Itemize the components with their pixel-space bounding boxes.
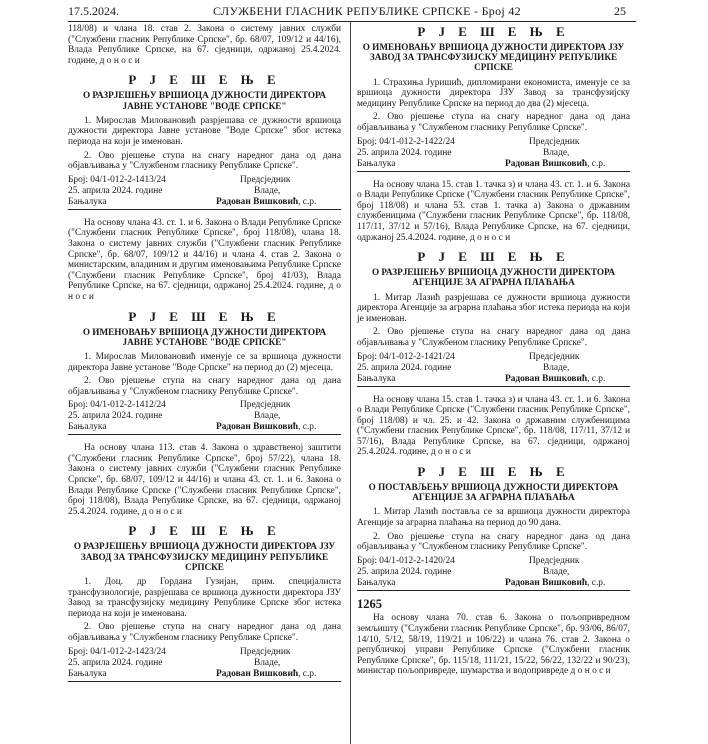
decision-heading: Р Ј Е Ш Е Њ Е: [128, 308, 281, 324]
sig-place: Бањалука: [357, 373, 396, 384]
decision-heading: Р Ј Е Ш Е Њ Е: [417, 464, 570, 480]
sig-number: Број: 04/1-012-2-1422/24: [357, 136, 455, 147]
decision-paragraph: 2. Ово рјешење ступа на снагу наредног дана од дана објављивања у "Службеном гласнику Републике Српске".: [68, 150, 341, 172]
sig-role2: Владе,: [254, 185, 281, 196]
decision-subheading: О РАЗРЈЕШЕЊУ ВРШИОЦА ДУЖНОСТИ ДИРЕКТОРА ЈАВНЕ УСТАНОВЕ "ВОДЕ СРПСКЕ": [82, 90, 327, 111]
sig-role2: Владе,: [543, 362, 570, 373]
intro-paragraph: 118/08) и члана 18. став 2. Закона о систему јавних служби ("Службени гласник Републике Српске", бр. 68/07, 109/12 и 44/16), Влада Републике Српске, на 67. сједници, одржаној 25.4.2024. године, д о н о с и: [68, 24, 341, 66]
signature-block: [357, 352, 630, 387]
decision-paragraph: 2. Ово рјешење ступа на снагу наредног дана од дана објављивања у "Службеном гласнику Републике Српске".: [357, 531, 630, 553]
sig-role2: Владе,: [543, 147, 570, 158]
decision-subheading: О РАЗРЈЕШЕЊУ ВРШИОЦА ДУЖНОСТИ ДИРЕКТОРА ЈЗУ ЗАВОД ЗА ТРАНСФУЗИЈСКУ МЕДИЦИНУ РЕПУБЛИКЕ СРПСКЕ: [73, 541, 336, 572]
sig-role: Предсједник: [240, 400, 291, 411]
signature-block: [68, 175, 341, 210]
decision-subheading: О ИМЕНОВАЊУ ВРШИОЦА ДУЖНОСТИ ДИРЕКТОРА ЈАВНЕ УСТАНОВЕ "ВОДЕ СРПСКЕ": [82, 326, 327, 347]
sig-suffix: , с.р.: [298, 422, 317, 433]
sig-name-line: [505, 374, 605, 385]
sig-name-line: [216, 197, 316, 208]
sig-role: Предсједник: [529, 136, 580, 147]
decision-paragraph: 1. Митар Лазић разрјешава се дужности вршиоца дужности директора Агенције за аграрна плаћања због истека периода на који је именован.: [357, 292, 630, 324]
sig-role: Предсједник: [529, 351, 580, 362]
decision-heading: Р Ј Е Ш Е Њ Е: [417, 24, 570, 39]
sig-date: 25. априла 2024. године: [68, 657, 163, 668]
sig-place: Бањалука: [68, 196, 107, 207]
sig-date: 25. априла 2024. године: [68, 411, 163, 422]
sig-name-line: [505, 159, 605, 170]
header-rule: [68, 21, 636, 22]
decision-paragraph: 1. Доц. др Гордана Гузијан, прим. специјалиста трансфузиологије, разрјешава се вршиоца дужности директора ЈЗУ Завод за трансфузијску медицину Републике Српске због истека периода на који је именована.: [68, 577, 341, 619]
sig-name: Радован Вишковић: [505, 158, 588, 169]
signature-block: [357, 556, 630, 591]
sig-number: Број: 04/1-012-2-1420/24: [357, 555, 455, 566]
decision-paragraph: 1. Мирослав Милованoвић разрјешава се дужности вршиоца дужности директора Јавне установе "Воде Српске" због истека периода на који је именован.: [68, 115, 341, 147]
decision-heading: Р Ј Е Ш Е Њ Е: [128, 72, 281, 88]
signature-block: [68, 647, 341, 682]
sig-date: 25. априла 2024. године: [357, 147, 452, 158]
decision-subheading: О ИМЕНОВАЊУ ВРШИОЦА ДУЖНОСТИ ДИРЕКТОРА ЈЗУ ЗАВОД ЗА ТРАНСФУЗИЈСКУ МЕДИЦИНУ РЕПУБЛИКЕ СРПСКЕ: [362, 42, 625, 73]
sig-suffix: , с.р.: [298, 668, 317, 679]
sig-name-line: [505, 578, 605, 589]
signature-block: [357, 137, 630, 172]
sig-role2: Владе,: [254, 411, 281, 422]
decision-heading: Р Ј Е Ш Е Њ Е: [417, 249, 570, 265]
sig-number: Број: 04/1-012-2-1423/24: [68, 646, 166, 657]
sig-name: Радован Вишковић: [216, 422, 299, 433]
sig-place: Бањалука: [357, 158, 396, 169]
sig-role2: Владе,: [254, 657, 281, 668]
sig-name: Радован Вишковић: [216, 668, 299, 679]
sig-name-line: [216, 422, 316, 433]
sig-name: Радован Вишковић: [505, 373, 588, 384]
sig-suffix: , с.р.: [587, 577, 606, 588]
decision-paragraph: 1. Митар Лазић поставља се за вршиоца дужности директора Агенције за аграрна плаћања на период до 90 дана.: [357, 507, 630, 529]
sig-name: Радован Вишковић: [505, 577, 588, 588]
sig-number: Број: 04/1-012-2-1412/24: [68, 400, 166, 411]
intro-paragraph: На основу члана 15. став 1. тачка з) и члана 43. ст. 1. и 6. Закона о Влади Републике Српске ("Службени гласник Републике Српске", број 118/08) и чл. 25. и 42. Закона о државним службеницима ("Службени гласник Републике Српске", бр. 118/08, 117/11, 37/12 и 57/16), Влада Републике Српске, на 67. сједници, одржаној 25.4.2024. године, д о н о с и: [357, 394, 630, 458]
intro-paragraph: На основу члана 70. став 6. Закона о пољопривредном земљишту ("Службени гласник Републике Српске", бр. 93/06, 86/07, 14/10, 5/12, 58/19, 119/21 и 106/22) и члана 76. став 2. Закона о републичкој управи Републике Српске ("Службени гласник Републике Српске", бр. 115/18, 111/21, 15/22, 56/22, 132/22 и 90/23), министар пољопривреде, шумарства и водопривреде д о н о с и: [357, 613, 630, 677]
sig-date: 25. априла 2024. године: [357, 362, 452, 373]
sig-number: Број: 04/1-012-2-1421/24: [357, 351, 455, 362]
signature-block: [68, 400, 341, 435]
sig-date: 25. априла 2024. године: [357, 566, 452, 577]
decision-paragraph: 2. Ово рјешење ступа на снагу наредног дана од дана објављивања у "Службеном гласнику Републике Српске".: [357, 327, 630, 348]
decision-paragraph: 2. Ово рјешење ступа на снагу наредног дана од дана објављивања у "Службеном гласнику Републике Српске".: [68, 622, 341, 644]
intro-paragraph: На основу члана 43. ст. 1. и 6. Закона о Влади Републике Српске ("Службени гласник Републике Српске", број 118/08), члана 18. Закона о систему јавних служби ("Службени гласник Републике Српске", бр. 68/07, 109/12 и 44/16) и члана 4. став 2. Закона о министарским, владиним и другим именовањима Републике Српске ("Службени гласник Републике Српске", број 41/03), Влада Републике Српске, на 67. сједници, одржаној 25.4.2024. године, д о н о с и: [68, 217, 341, 302]
intro-paragraph: На основу члана 113. став 4. Закона о здравственој заштити ("Службени гласник Републике Српске", број 57/22), члана 18. Закона о систему јавних служби ("Службени гласник Републике Српске", бр. 68/07, 109/12 и 44/16) и члана 43. ст. 1. и 6. Закона о Влади Републике Српске ("Службени гласник Републике Српске", број 118/08), Влада Републике Српске, на 67. сједници, одржаној 25.4.2024. године, д о н о с и: [68, 443, 341, 517]
sig-role: Предсједник: [240, 646, 291, 657]
sig-suffix: , с.р.: [587, 158, 606, 169]
sig-name-line: [216, 669, 316, 680]
item-number: 1265: [357, 596, 382, 611]
sig-place: Бањалука: [357, 577, 396, 588]
decision-paragraph: 2. Ово рјешење ступа на снагу наредног дана од дана објављивања у "Службеном гласнику Републике Српске".: [68, 376, 341, 397]
sig-suffix: , с.р.: [298, 196, 317, 207]
sig-role2: Владе,: [543, 566, 570, 577]
header-date: 17.5.2024.: [68, 4, 119, 18]
right-column: [357, 24, 630, 680]
decision-paragraph: 2. Ово рјешење ступа на снагу наредног дана од дана објављивања у "Службеном гласнику Републике Српске".: [357, 112, 630, 133]
sig-role: Предсједник: [529, 555, 580, 566]
intro-paragraph: На основу члана 15. став 1. тачка з) и члана 43. ст. 1. и 6. Закона о Влади Републике Српске ("Службени гласник Републике Српске", број 118/08) и члана 53. став 1. тачка а) Закона о државним службеницима ("Службени гласник Републике Српске", бр. 118/08, 117/11, 37/12 и 57/16), Влада Републике Српске, на 67. сједници, одржаној 25.4.2024. године, д о н о с и: [357, 179, 630, 243]
decision-paragraph: 1. Мирослав Милованoвић именује се за вршиоца дужности директора Јавне установе "Воде Српске" на период до (2) мјесеца.: [68, 351, 341, 373]
page-number: 25: [614, 4, 626, 18]
decision-heading: Р Ј Е Ш Е Њ Е: [128, 523, 281, 539]
header-title: СЛУЖБЕНИ ГЛАСНИК РЕПУБЛИКЕ СРПСКЕ - Број 42: [213, 4, 521, 18]
left-column: [68, 24, 341, 690]
decision-paragraph: 1. Страхиња Јуришић, дипломирани економиста, именује се за вршиоца дужности директора ЈЗУ Завод за трансфузијску медицину Републике Српске на период до два (2) мјесеца.: [357, 77, 630, 109]
decision-subheading: О ПОСТАВЉЕЊУ ВРШИОЦА ДУЖНОСТИ ДИРЕКТОРА АГЕНЦИЈЕ ЗА АГРАРНА ПЛАЋАЊА: [368, 482, 619, 503]
page-header: [0, 4, 708, 20]
sig-place: Бањалука: [68, 668, 107, 679]
sig-name: Радован Вишковић: [216, 196, 299, 207]
sig-suffix: , с.р.: [587, 373, 606, 384]
sig-date: 25. априла 2024. године: [68, 185, 163, 196]
sig-place: Бањалука: [68, 422, 107, 433]
column-divider: [350, 22, 351, 744]
sig-number: Број: 04/1-012-2-1413/24: [68, 174, 166, 185]
sig-role: Предсједник: [240, 174, 291, 185]
decision-subheading: О РАЗРЈЕШЕЊУ ВРШИОЦА ДУЖНОСТИ ДИРЕКТОРА АГЕНЦИЈЕ ЗА АГРАРНА ПЛАЋАЊА: [371, 267, 616, 288]
